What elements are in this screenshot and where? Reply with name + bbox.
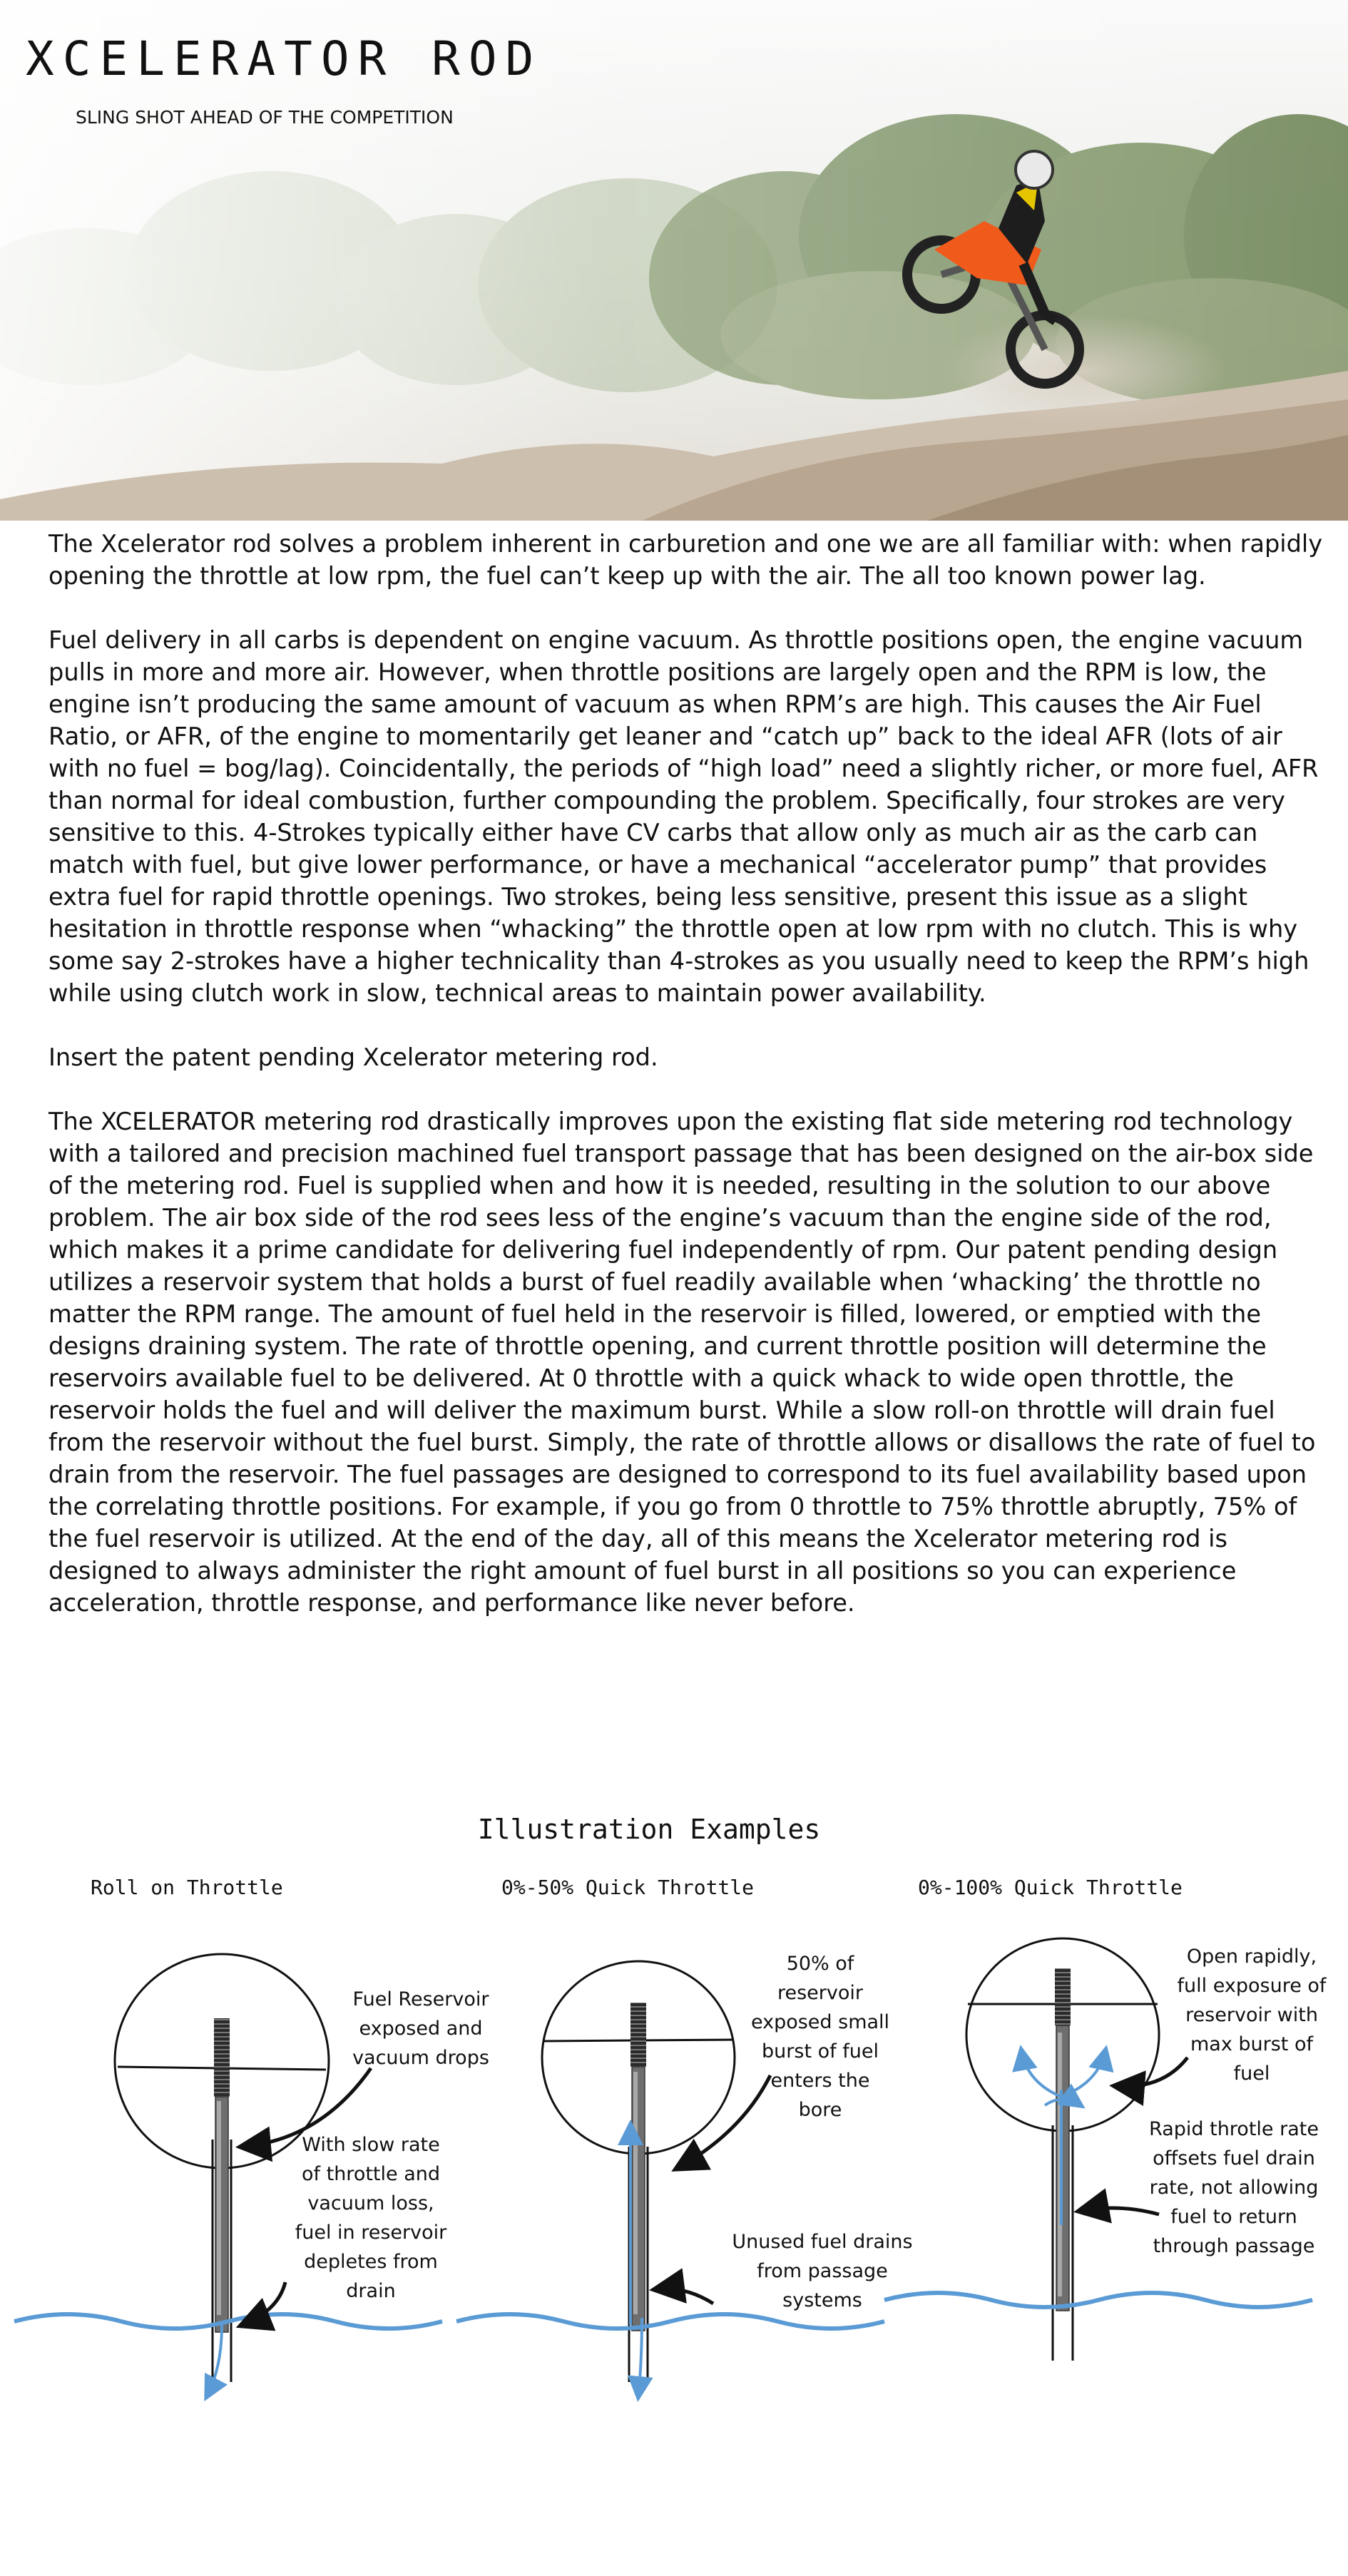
- fuel-burst-arrow-left: [1021, 2050, 1061, 2097]
- fuel-level-wave: [884, 2293, 1312, 2307]
- callout-fuel-reservoir: Fuel Reservoir exposed and vacuum drops: [352, 1988, 489, 2069]
- panel-title-roll-on: Roll on Throttle: [91, 1876, 283, 1899]
- callout-open-rapidly: Open rapidly, full exposure of reservoir with max burst of fuel: [1177, 1946, 1327, 2085]
- article-body: [48, 528, 1332, 1651]
- intro-paragraph: The Xcelerator rod solves a problem inherent in carburetion and one we are all familiar with: when rapidly opening the throttle at low rpm, the fuel can’t keep up with the air. The all too known power lag.: [48, 530, 1323, 590]
- panel-title-quick-100: 0%-100% Quick Throttle: [918, 1876, 1183, 1899]
- rod-thread: [214, 2018, 230, 2097]
- fuel-level-wave: [456, 2314, 884, 2329]
- callout-arrow-drain: [1081, 2208, 1159, 2214]
- insert-rod-paragraph: Insert the patent pending Xcelerator metering rod.: [48, 1043, 658, 1071]
- callout-50-reservoir: 50% of reservoir exposed small burst of fuel enters the bore: [750, 1953, 890, 2121]
- callout-slow-rate: With slow rate of throttle and vacuum loss, fuel in reservoir depletes from drain: [295, 2134, 447, 2302]
- page-subtitle: SLING SHOT AHEAD OF THE COMPETITION: [76, 107, 454, 128]
- callout-unused-fuel: Unused fuel drains from passage systems: [732, 2231, 913, 2311]
- fuel-delivery-paragraph: Fuel delivery in all carbs is dependent on engine vacuum. As throttle positions open, the engine vacuum pulls in more and more air. However, when throttle positions are largely open and the RPM is low, the engine isn’t producing the same amount of vacuum as when RPM’s are high. This causes the Air Fuel Ratio, or AFR, of the engine to momentarily get leaner and “catch up” back to the ideal AFR (lots of air with no fuel = bog/lag). Coincidentally, the periods of “high load” need a slightly richer, or more fuel, AFR than normal for ideal combustion, further compounding the problem. Specifically, four strokes are very sensitive to this. 4-Strokes typically either have CV carbs that allow only as much air as the carb can match with fuel, but give lower performance, or have a mechanical “accelerator pump” that provides extra fuel for rapid throttle openings. Two strokes, being less sensitive, present this issue as a slight hesitation in throttle response when “whacking” the throttle open at low rpm with no clutch. This is why some say 2-strokes have a higher technicality than 4-strokes as you usually need to keep the RPM’s high while using clutch work in slow, technical areas to maintain power availability.: [48, 626, 1319, 1007]
- illustration-diagrams: [0, 1897, 1348, 2439]
- fuel-passage: [217, 2101, 221, 2315]
- xcelerator-detail-paragraph: The XCELERATOR metering rod drastically improves upon the existing flat side metering rod technology with a tailored and precision machined fuel transport passage that has been designed on the air-box side of the metering rod. Fuel is supplied when and how it is needed, resulting in the solution to our above problem. The air box side of the rod sees less of the engine’s vacuum than the engine side of the rod, which makes it a prime candidate for delivering fuel independently of rpm. Our patent pending design utilizes a reservoir system that holds a burst of fuel readily available when ‘whacking’ the throttle no matter the RPM range. The amount of fuel held in the reservoir is filled, lowered, or emptied with the designs draining system. The rate of throttle opening, and current throttle position will determine the reservoirs available fuel to be delivered. At 0 throttle with a quick whack to wide open throttle, the reservoir holds the fuel and will deliver the maximum burst. While a slow roll-on throttle will drain fuel from the reservoir without the fuel burst. Simply, the rate of throttle allows or disallows the rate of fuel to drain from the reservoir. The fuel passages are designed to correspond to its fuel availability based upon the correlating throttle positions. For example, if you go from 0 throttle to 75% throttle abruptly, 75% of the fuel reservoir is utilized. At the end of the day, all of this means the Xcelerator metering rod is designed to always administer the right amount of fuel burst in all positions so you can experience acceleration, throttle response, and performance like never before.: [48, 1108, 1316, 1617]
- panel-title-quick-50: 0%-50% Quick Throttle: [501, 1876, 755, 1899]
- rod-thread: [630, 2003, 646, 2067]
- rod-thread: [1055, 1968, 1071, 2025]
- callout-rapid-throttle: Rapid throtle rate offsets fuel drain rate, not allowing fuel to return through passage: [1149, 2118, 1319, 2257]
- page-title: XCELERATOR ROD: [26, 31, 543, 86]
- callout-arrow-drain: [656, 2289, 713, 2304]
- hero-banner: [0, 0, 1348, 521]
- fuel-passage: [633, 2072, 638, 2314]
- illustrations-title: Illustration Examples: [477, 1814, 821, 1845]
- fuel-drain-arrow: [207, 2325, 222, 2396]
